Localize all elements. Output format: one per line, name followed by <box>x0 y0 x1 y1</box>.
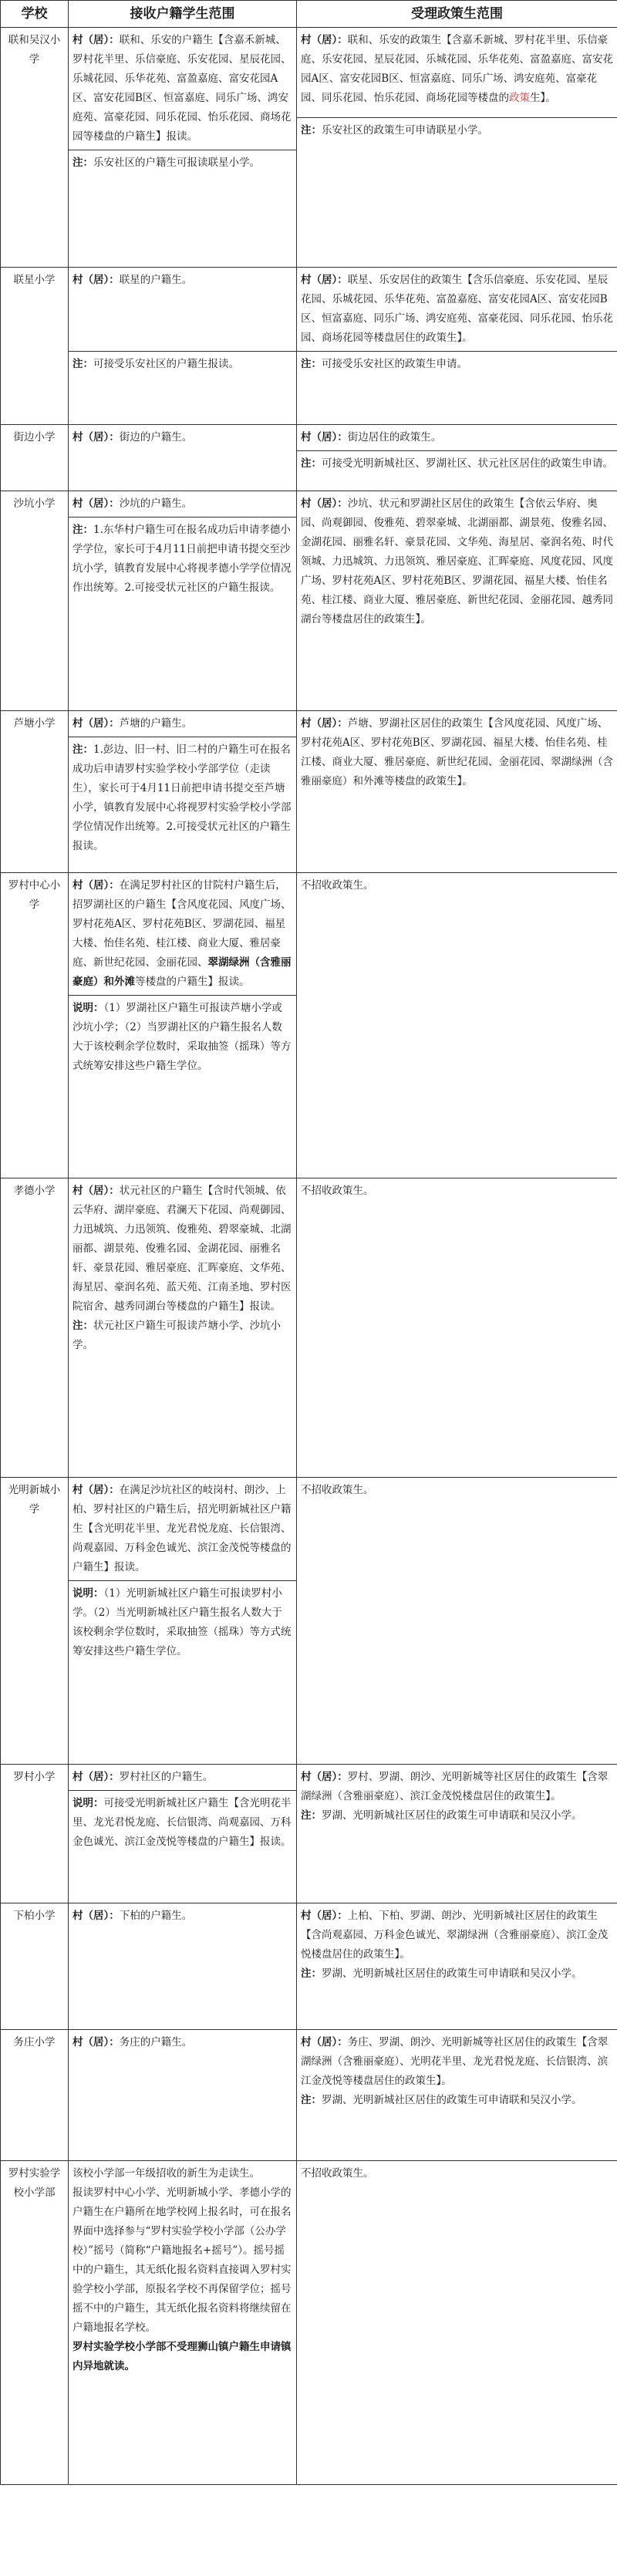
policy-scope-text: 村（居）：罗村、罗湖、朗沙、光明新城等社区居住的政策生【含翠湖绿洲（含雅丽豪庭）、滨江金茂悦楼盘居住的政策生】。 <box>301 1771 609 1802</box>
policy-scope-text: 村（居）：芦塘、罗湖社区居住的政策生【含风度花园、风度广场、罗村花苑A区、罗村花苑B区、罗湖花园、福星大楼、怡佳名苑、桂江楼、商业大厦、雅居豪庭、新世纪花园、金丽花园、翠湖绿洲（含雅丽豪庭）和外滩等楼盘的政策生】。 <box>301 717 613 787</box>
policy-scope-cell <box>297 1765 617 1903</box>
register-scope-cell <box>69 425 297 491</box>
register-scope-text: 村（居）：罗村社区的户籍生。 <box>72 1771 214 1783</box>
policy-scope-cell <box>297 425 617 491</box>
register-scope-cell <box>69 873 297 1178</box>
policy-scope-cell: 不招收政策生。 <box>297 1478 617 1765</box>
school-name: 下柏小学 <box>1 1903 69 2030</box>
register-note: 注：可接受乐安社区的户籍生报读。 <box>69 351 296 374</box>
school-name: 孝德小学 <box>1 1178 69 1478</box>
table-row <box>1 28 617 268</box>
register-scope-text: 村（居）：下柏的户籍生。 <box>72 1910 193 1922</box>
school-name: 罗村实验学校小学部 <box>1 2161 69 2485</box>
register-scope-text: 村（居）：街边的户籍生。 <box>72 431 193 443</box>
school-name: 罗村中心小学 <box>1 873 69 1178</box>
table-row <box>1 1178 617 1478</box>
school-name: 联和吴汉小学 <box>1 28 69 268</box>
school-name: 联星小学 <box>1 268 69 425</box>
table-row <box>1 1478 617 1765</box>
register-note: 注：状元社区户籍生可报读芦塘小学、沙坑小学。 <box>72 1320 281 1351</box>
register-scope-text: 村（居）：联星的户籍生。 <box>72 274 193 286</box>
register-note: 注：1.东华村户籍生可在报名成功后申请孝德小学学位，家长可于4月11日前把申请书提交至沙坑小学，镇教育发展中心将视孝德小学学位情况作出统筹。2.可接受状元社区的户籍生报读。 <box>69 517 296 598</box>
policy-scope-cell <box>297 1903 617 2030</box>
policy-scope-cell: 不招收政策生。 <box>297 873 617 1178</box>
policy-note: 注：罗湖、光明新城社区居住的政策生可申请联和吴汉小学。 <box>301 2094 582 2106</box>
table-row <box>1 1903 617 2030</box>
register-scope-text: 村（居）：状元社区的户籍生【含时代领城、依云华府、湖岸豪庭、君澜天下花园、尚观御园、力迅城筑、力迅领筑、俊雅苑、碧翠豪城、北湖丽都、湖景苑、俊雅名园、金湖花园、丽雅名轩、豪景花园、雅居豪庭、汇晖豪庭、文华苑、海星居、豪润名苑、蓝天苑、江南圣地、罗村医院宿舍、越秀同湖台等楼盘的户籍生】报读。 <box>72 1185 292 1313</box>
policy-note: 注：乐安社区的政策生可申请联星小学。 <box>297 117 617 140</box>
header-policy-scope: 受理政策生范围 <box>297 1 617 28</box>
register-scope-cell <box>69 1903 297 2030</box>
policy-scope-cell: 不招收政策生。 <box>297 2161 617 2485</box>
register-scope-cell <box>69 1178 297 1478</box>
register-paragraph: 报读罗村中心小学、光明新城小学、孝德小学的户籍生在户籍所在地学校网上报名时，可在报名界面中选择参与“罗村实验学校小学部（公办学校）”摇号（简称“户籍地报名+摇号”）。摇号摇中的户籍生，其无纸化报名资料直接调入罗村实验学校小学部，原报名学校不再保留学位；摇号摇不中的户籍生，其无纸化报名资料将继续留在户籍地报名学校。 <box>72 2187 292 2334</box>
register-scope-cell <box>69 2161 297 2485</box>
table-row <box>1 425 617 491</box>
policy-scope-text: 村（居）：联星、乐安居住的政策生【含乐信豪庭、乐安花园、星辰花园、乐城花园、乐华花苑、富盈嘉庭、富安花园A区、富安花园B区、恒富嘉庭、同乐广场、鸿安庭苑、富豪花园、同乐花园、怡乐花园、商场花园等楼盘居住的政策生】。 <box>301 274 613 344</box>
policy-scope-cell <box>297 491 617 711</box>
register-note: 说明：（1）光明新城社区户籍生可报读罗村小学。（2）当光明新城社区户籍生报名人数大于该校剩余学位数时，采取抽签（摇珠）等方式统筹安排这些户籍生学位。 <box>69 1580 296 1661</box>
policy-note: 注：罗湖、光明新城社区居住的政策生可申请联和吴汉小学。 <box>301 1809 582 1822</box>
table-row <box>1 1765 617 1903</box>
school-name: 光明新城小学 <box>1 1478 69 1765</box>
register-note: 注：1.彭边、旧一村、旧二村的户籍生可在报名成功后申请罗村实验学校小学部学位（走读生），家长可于4月11日前把申请书提交至芦塘小学，镇教育发展中心将视罗村实验学校小学部学位情况作出统筹。2.可接受状元社区的户籍生报读。 <box>69 737 296 856</box>
school-name: 街边小学 <box>1 425 69 491</box>
register-paragraph: 该校小学部一年级招收的新生为走读生。 <box>72 2167 260 2180</box>
register-scope-cell <box>69 28 297 268</box>
table-header-row <box>1 1 617 28</box>
register-scope-cell <box>69 2030 297 2161</box>
register-scope-text: 村（居）：沙坑的户籍生。 <box>72 497 193 510</box>
school-name: 罗村小学 <box>1 1765 69 1903</box>
policy-note: 注：可接受光明新城社区、罗湖社区、状元社区居住的政策生申请。 <box>297 450 617 474</box>
policy-scope-text: 村（居）：街边居住的政策生。 <box>301 431 442 443</box>
school-name: 务庄小学 <box>1 2030 69 2161</box>
register-scope-cell <box>69 268 297 425</box>
register-paragraph-bold: 罗村实验学校小学部不受理狮山镇户籍生申请镇内异地就读。 <box>72 2341 292 2372</box>
school-name: 沙坑小学 <box>1 491 69 711</box>
header-register-scope: 接收户籍学生范围 <box>69 1 297 28</box>
table-row <box>1 491 617 711</box>
register-note: 注：乐安社区的户籍生可报读联星小学。 <box>69 150 296 173</box>
policy-note: 注：可接受乐安社区的政策生申请。 <box>297 351 617 374</box>
register-scope-text: 村（居）：务庄的户籍生。 <box>72 2036 193 2048</box>
policy-scope-text: 村（居）：上柏、下柏、罗湖、朗沙、光明新城社区居住的政策生【含尚观嘉园、万科金色诚光、翠湖绿洲（含雅丽豪庭）、滨江金茂悦楼盘居住的政策生】。 <box>301 1910 609 1961</box>
register-note: 说明：（1）罗湖社区户籍生可报读芦塘小学或沙坑小学；（2）当罗湖社区的户籍生报名人数大于该校剩余学位数时，采取抽签（摇珠）等方式统筹安排这些户籍生学位。 <box>69 995 296 1076</box>
policy-scope-cell <box>297 28 617 268</box>
table-row <box>1 2161 617 2485</box>
policy-scope-text: 村（居）：联和、乐安的政策生【含嘉禾新城、罗村花半里、乐信豪庭、乐安花园、星辰花园、乐城花园、乐华花苑、富盈嘉庭、富安花园A区、富安花园B区、恒富嘉庭、同乐广场、鸿安庭苑、富豪花园、同乐花园、怡乐花园、商场花园等楼盘的政策生】。 <box>301 34 613 104</box>
register-scope-text: 村（居）：联和、乐安的户籍生【含嘉禾新城、罗村花半里、乐信豪庭、乐安花园、星辰花园、乐城花园、乐华花苑、富盈嘉庭、富安花园A区、富安花园B区、恒富嘉庭、同乐广场、鸿安庭苑、富豪花园、同乐花园、怡乐花园、商场花园等楼盘的户籍生】报读。 <box>72 34 292 143</box>
table-row <box>1 711 617 873</box>
register-scope-cell <box>69 491 297 711</box>
policy-scope-cell: 不招收政策生。 <box>297 1178 617 1478</box>
register-scope-cell <box>69 1478 297 1765</box>
policy-scope-text: 村（居）：沙坑、状元和罗湖社区居住的政策生【含依云华府、奥园、尚观御园、俊雅苑、碧翠豪城、北湖丽都、湖景苑、俊雅名园、金湖花园、丽雅名轩、豪景花园、文华苑、海星居、豪润名苑、时代领城、力迅城筑、力迅领筑、雅居豪庭、汇晖豪庭、风度花园、风度广场、罗村花苑A区、罗村花苑B区、罗湖花园、福星大楼、怡佳名苑、桂江楼、商业大厦、雅居豪庭、新世纪花园、金丽花园、越秀同湖台等楼盘居住的政策生】。 <box>301 497 613 625</box>
table-row <box>1 268 617 425</box>
policy-scope-cell <box>297 2030 617 2161</box>
register-scope-text: 村（居）：在满足罗村社区的甘院村户籍生后，招罗湖社区的户籍生【含风度花园、风度广场、罗村花苑A区、罗村花苑B区、罗湖花园、福星大楼、怡佳名苑、桂江楼、商业大厦、雅居豪庭、新世纪花园、金丽花园、翠湖绿洲（含雅丽豪庭）和外滩等楼盘的户籍生】报读。 <box>72 879 292 988</box>
register-scope-cell <box>69 1765 297 1903</box>
policy-note: 注：罗湖、光明新城社区居住的政策生可申请联和吴汉小学。 <box>301 1967 582 1980</box>
policy-scope-text: 村（居）：务庄、罗湖、朗沙、光明新城等社区居住的政策生【含翠湖绿洲（含雅丽豪庭）、光明花半里、龙光君悦龙庭、长信银湾、滨江金茂悦等楼盘居住的政策生】。 <box>301 2036 609 2087</box>
table-row <box>1 2030 617 2161</box>
register-note: 说明：可接受光明新城社区户籍生【含光明花半里、龙光君悦龙庭、长信银湾、尚观嘉园、万科金色诚光、滨江金茂悦等楼盘的户籍生】报读。 <box>69 1790 296 1852</box>
policy-scope-cell <box>297 268 617 425</box>
register-scope-text: 村（居）：芦塘的户籍生。 <box>72 717 193 730</box>
table-row <box>1 873 617 1178</box>
header-school: 学校 <box>1 1 69 28</box>
register-scope-cell <box>69 711 297 873</box>
school-name: 芦塘小学 <box>1 711 69 873</box>
register-scope-text: 村（居）：在满足沙坑社区的岐岗村、朗沙、上柏、罗村社区的户籍生后，招光明新城社区户籍生【含光明花半里、龙光君悦龙庭、长信银湾、尚观嘉园、万科金色诚光、滨江金茂悦等楼盘的户籍生】报读。 <box>72 1484 292 1573</box>
policy-scope-cell <box>297 711 617 873</box>
